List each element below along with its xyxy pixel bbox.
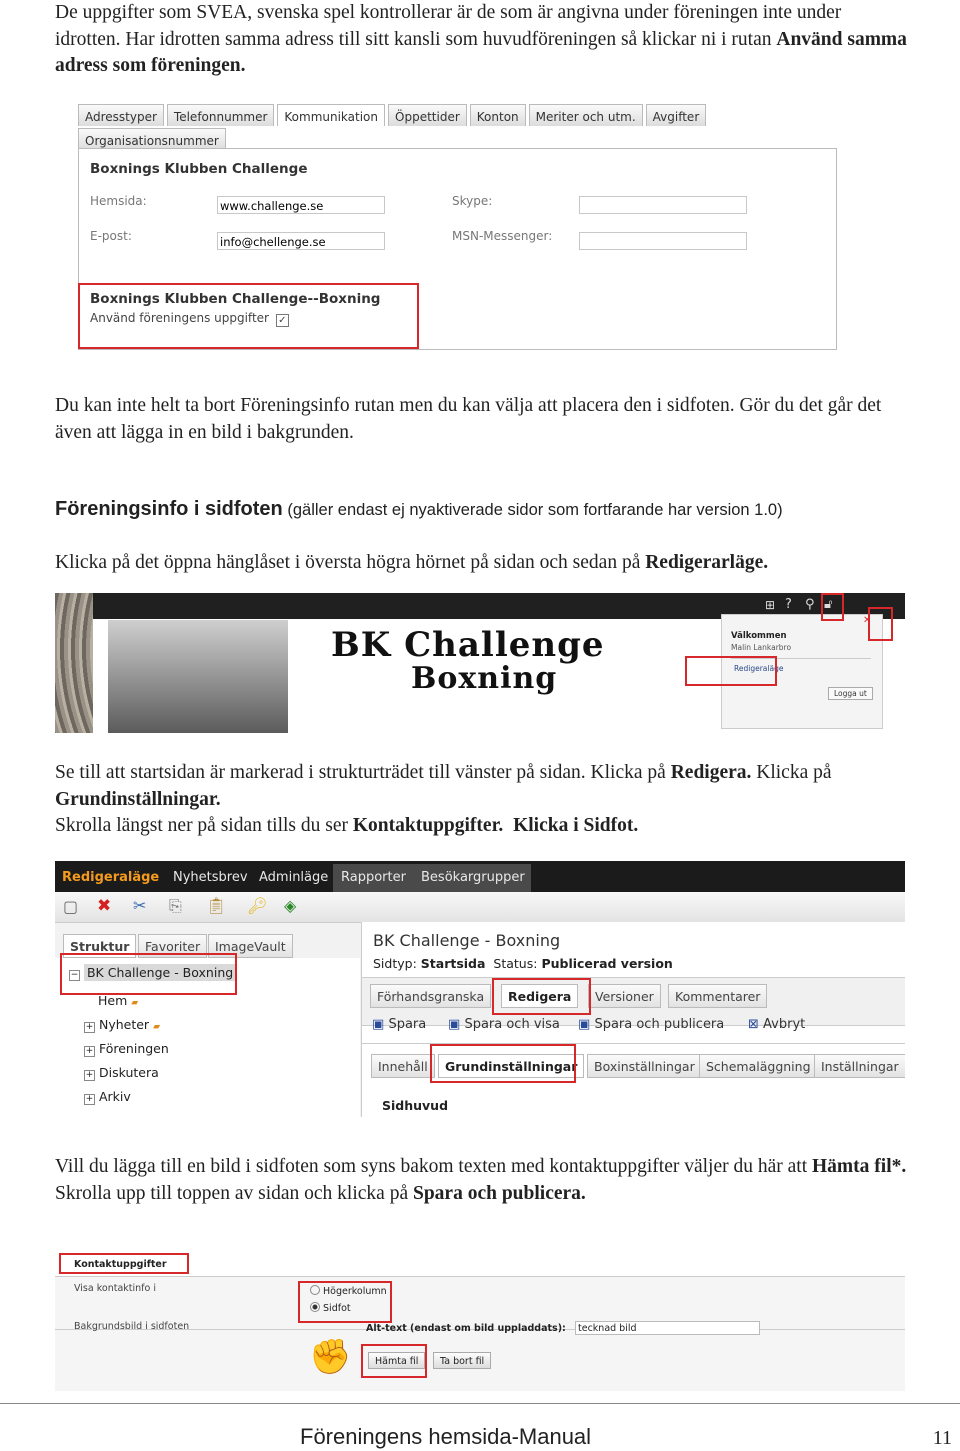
contact-tab-screenshot (78, 104, 838, 350)
delete-icon[interactable]: ✖ (97, 896, 112, 916)
tab-telefonnummer[interactable]: Telefonnummer (167, 104, 274, 126)
tab-kommentarer[interactable]: Kommentarer (668, 984, 767, 1008)
skype-field[interactable] (579, 196, 747, 214)
sidfot-highlight (298, 1281, 392, 1323)
hemsida-label: Hemsida: (90, 194, 147, 208)
msn-label: MSN-Messenger: (452, 229, 553, 243)
tab-versioner[interactable]: Versioner (588, 984, 661, 1008)
hemsida-field[interactable]: www.challenge.se (217, 196, 385, 214)
tab-organisationsnummer[interactable]: Organisationsnummer (78, 128, 226, 150)
tree-item-arkiv[interactable]: + Arkiv (85, 1089, 131, 1104)
alt-text-field[interactable]: tecknad bild (575, 1321, 760, 1335)
menu-besokargrupper[interactable]: Besökargrupper (421, 870, 525, 885)
menu-adminlage[interactable]: Adminläge (259, 870, 329, 885)
fetch-file-highlight (361, 1344, 427, 1378)
sitemap-icon[interactable]: ⊞ (765, 598, 776, 612)
save-and-publish-button[interactable]: ▣ Spara och publicera (578, 1017, 725, 1032)
tab-adresstyper[interactable]: Adresstyper (78, 104, 164, 126)
menu-nyhetsbrev[interactable]: Nyhetsbrev (173, 870, 248, 885)
globe-icon[interactable]: ◈ (284, 896, 297, 915)
toolbar (55, 892, 905, 923)
tab-imagevault[interactable]: ImageVault (208, 934, 293, 958)
paste-icon[interactable]: 📋︎ (206, 896, 227, 915)
edit-mode-highlight (685, 656, 777, 686)
fetch-file-button[interactable]: Hämta fil (368, 1352, 425, 1369)
logout-button[interactable]: Logga ut (828, 687, 873, 700)
radio-hogerkolumn[interactable]: Högerkolumn (310, 1285, 387, 1297)
save-icon: ▣ (372, 1017, 385, 1032)
cut-icon[interactable]: ✂ (133, 896, 147, 915)
sport-heading: Boxnings Klubben Challenge--Boxning (90, 291, 381, 307)
tab-schemalaggning[interactable]: Schemaläggning (699, 1054, 818, 1078)
cancel-icon: ⊠ (748, 1017, 759, 1032)
save-icon: ▣ (448, 1017, 461, 1032)
menu-rapporter[interactable]: Rapporter (341, 870, 406, 885)
footer-rule (0, 1403, 960, 1404)
expand-icon: + (85, 1046, 94, 1056)
section-kontaktuppgifter: Kontaktuppgifter (74, 1259, 167, 1270)
section-heading: Föreningsinfo i sidfoten (gäller endast ej nyaktiverade sidor som fortfarande har version 1.0) (55, 498, 783, 520)
edit-mode-link[interactable]: Redigeraläge (734, 664, 784, 673)
page-meta: Sidtyp: Startsida Status: Publicerad version (373, 956, 673, 971)
tab-kommunikation[interactable]: Kommunikation (277, 104, 385, 126)
page-icon: ▰ (153, 1022, 160, 1032)
save-button[interactable]: ▣ Spara (372, 1017, 427, 1032)
bg-image-label: Bakgrundsbild i sidfoten (74, 1321, 190, 1332)
edit-mode-screenshot (55, 861, 905, 1117)
tab-struktur[interactable]: Struktur (63, 934, 136, 958)
menu-redigeralage[interactable]: Redigeraläge (62, 870, 160, 885)
tab-redigera[interactable]: Redigera (501, 984, 578, 1008)
tab-konton[interactable]: Konton (470, 104, 526, 126)
bg-image-row (55, 1321, 905, 1390)
tab-grundinstallningar[interactable]: Grundinställningar (438, 1054, 584, 1078)
intro-paragraph: De uppgifter som SVEA, svenska spel kontrollerar är de som är angivna under föreningen inte under idrotten. Har idrotten samma adress till sitt kansli som huvudföreningen så klickar ni i rutan Använd samma adress som föreningen. (55, 2, 907, 76)
collapse-icon[interactable]: − (70, 970, 79, 980)
tab-boxinstallningar[interactable]: Boxinställningar (587, 1054, 702, 1078)
redigera-highlight (492, 978, 591, 1015)
search-icon[interactable]: ⚲ (805, 597, 815, 612)
padlock-highlight (821, 593, 844, 621)
padlock-paragraph: Klicka på det öppna hänglåset i översta högra hörnet på sidan och sedan på Redigerarläge. (55, 552, 769, 573)
tab-installningar[interactable]: Inställningar (814, 1054, 905, 1078)
cancel-button[interactable]: ⊠ Avbryt (748, 1017, 806, 1032)
grundinstallningar-highlight (430, 1044, 576, 1083)
help-icon[interactable]: ? (785, 597, 792, 612)
save-and-view-button[interactable]: ▣ Spara och visa (448, 1017, 560, 1032)
page-number: 11 (932, 1427, 952, 1449)
tree-root-highlight (60, 953, 237, 995)
msn-field[interactable] (579, 232, 747, 250)
boxing-glove-icon: ✊ (309, 1337, 352, 1377)
boxing-photo (108, 620, 288, 733)
page-editor (361, 922, 905, 1117)
tab-avgifter[interactable]: Avgifter (646, 104, 707, 126)
image-paragraph: Vill du lägga till en bild i sidfoten som syns bakom texten med kontaktuppgifter väljer du här att Hämta fil*. Skrolla upp till toppen av sidan och klicka på Spara och publicera. (55, 1156, 907, 1204)
highlight-box (78, 283, 419, 349)
expand-icon: + (85, 1070, 94, 1080)
page-title: BK Challenge - Boxning (373, 931, 561, 950)
tree-item-nyheter[interactable]: + Nyheter ▰ (85, 1017, 160, 1032)
key-icon[interactable]: 🔑︎ (247, 896, 268, 915)
tree-item-foreningen[interactable]: + Föreningen (85, 1041, 169, 1056)
tree-item-hem[interactable]: Hem ▰ (98, 993, 139, 1008)
epost-label: E-post: (90, 229, 132, 243)
use-club-info-checkbox[interactable]: ✓ (276, 314, 289, 327)
new-page-icon[interactable]: ▢ (63, 897, 79, 916)
site-header-screenshot (55, 593, 905, 733)
radio-sidfot[interactable]: Sidfot (310, 1302, 351, 1314)
tab-favoriter[interactable]: Favoriter (138, 934, 207, 958)
contact-settings-screenshot (55, 1251, 905, 1391)
club-heading: Boxnings Klubben Challenge (90, 161, 308, 177)
copy-icon[interactable]: ⎘ (169, 896, 182, 915)
user-name: Malin Lankarbro (731, 643, 792, 652)
expand-icon: + (85, 1022, 94, 1032)
top-menu (55, 861, 905, 892)
logo-line1: BK Challenge (331, 625, 605, 665)
close-icon[interactable]: ✕ (863, 615, 872, 626)
skype-label: Skype: (452, 194, 493, 208)
save-icon: ▣ (578, 1017, 591, 1032)
padlock-icon[interactable]: 🔓︎ (824, 597, 833, 612)
footer-info-paragraph: Du kan inte helt ta bort Föreningsinfo rutan men du kan välja att placera den i sidfoten. Gör du det går det även att lägga in en bild i bakgrunden. (55, 395, 882, 443)
tab-oppettider[interactable]: Öppettider (388, 104, 467, 126)
expand-icon: + (85, 1094, 94, 1104)
tree-root[interactable]: − BK Challenge - Boxning (69, 965, 236, 981)
epost-field[interactable]: info@chellenge.se (217, 232, 385, 250)
kontakt-highlight (59, 1253, 189, 1274)
footer-title: Föreningens hemsida-Manual (300, 1424, 592, 1449)
remove-file-button[interactable]: Ta bort fil (433, 1352, 491, 1369)
logo-line2: Boxning (411, 661, 558, 696)
welcome-title: Välkommen (731, 631, 787, 641)
alt-text-label: Alt-text (endast om bild uppladdats): (366, 1323, 566, 1334)
tab-innehall[interactable]: Innehåll (371, 1054, 435, 1078)
tree-item-diskutera[interactable]: + Diskutera (85, 1065, 159, 1080)
page-icon: ▰ (131, 998, 139, 1008)
use-club-info-label: Använd föreningens uppgifter (90, 311, 269, 325)
site-banner (93, 593, 905, 733)
tab-forhandsgranska[interactable]: Förhandsgranska (370, 984, 491, 1008)
edge-highlight (868, 607, 893, 641)
structure-paragraph: Se till att startsidan är markerad i strukturträdet till vänster på sidan. Klicka på Redigera. Klicka på Grundinställningar. Skrolla längst ner på sidan tills du ser Kontaktuppgifter. Klicka i Sidfot. (55, 762, 832, 836)
section-sidhuvud: Sidhuvud (382, 1098, 449, 1113)
tab-meriter[interactable]: Meriter och utm. (529, 104, 643, 126)
tab-bar (78, 104, 709, 126)
visa-label: Visa kontaktinfo i (74, 1283, 156, 1294)
